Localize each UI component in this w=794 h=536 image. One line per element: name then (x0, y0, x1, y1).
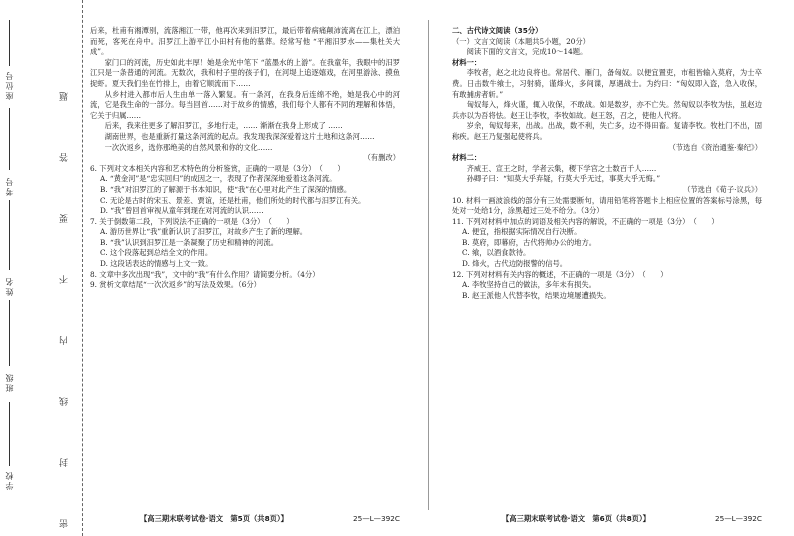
left-para-3: 从乡村进入都市后人生由单一落入繁复。有一条河，在我身后连绵不绝，她是我心中的河流，它是我生命的一部分。每当回首……对于故乡的情感，我们每个人都有不同的理解和体悟，它关于归属…… (90, 89, 400, 120)
material-1-para-1: 李牧者，赵之北边良将也。常居代、雁门，备匈奴。以便宜置吏，市租皆输入莫府，为士卒费。日击数牛飨士，习射骑，谨烽火，多间谍，厚遇战士。为约曰：“匈奴即入盗，急入收保，有敢捕虏者斩。” (452, 68, 762, 99)
seal-char: 不 (60, 223, 70, 284)
name-label: 姓名 (5, 276, 14, 296)
seal-char: 内 (60, 284, 70, 345)
material-2-title: 材料二： (452, 153, 482, 163)
q7-option-d: D. 这段话表达的情感与上文一致。 (100, 259, 213, 269)
exam-no-line (9, 108, 10, 170)
left-para-4: 后来，我来往更多了解汨罗江，多地行走，…… 渐渐在我身上形成了 …… (104, 121, 343, 131)
seat-no-line (9, 20, 10, 66)
material-1-para-2: 匈奴每入，烽火谨，辄入收保，不敢战。如是数岁，亦不亡失。然匈奴以李牧为怯，虽赵边兵亦以为吾将怯。赵王让李牧，李牧如故。赵王怒，召之，使他人代将。 (452, 100, 762, 120)
q11-option-a: A. 便宜，指根据实际情况自行决断。 (462, 227, 582, 237)
question-11: 11. 下列对材料中加点的词语及相关内容的解说，不正确的一项是（3分） （ ） (452, 216, 719, 226)
seal-char: 题 (60, 40, 70, 101)
seal-char: 密 (60, 467, 70, 528)
footer-left-title: 【高三期末联考试卷·语文 第5页（共8页）】 (140, 514, 288, 523)
footer-right-code: 25—L—392C (715, 514, 762, 523)
left-para-1: 后来，杜甫有湘潭别，流落湘江一带，他再次来到汨罗江，最后带着病痛颠沛流离在江上，漂泊而死，客死在舟中。汨罗江上游平江小田村有他的墓葬。经常写他 “平湘汨罗水——集杜关大成”。 (90, 26, 400, 57)
q7-option-b: B. “我”认识到汨罗江是一条凝聚了历史和精神的河流。 (100, 237, 278, 247)
material-1-title: 材料一： (452, 57, 482, 67)
material-2-para-1: 齐威王、宣王之时，学者云集，稷下学宫之士数百千人…… (466, 163, 657, 173)
question-6: 6. 下列对文本相关内容和艺术特色的分析鉴赏，正确的一项是（3分） （ ） (90, 163, 345, 173)
q7-option-a: A. 游历世界让“我”重新认识了汨罗江，对故乡产生了新的理解。 (100, 227, 308, 237)
seal-text (58, 40, 71, 528)
left-para-2: 家门口的河流，历史如此丰厚！她是余光中笔下 “蓝墨水的上游”。在我童年，我眼中的汨罗江只是一条普通的河流。无数次，我和村子里的孩子们，在河堤上追逐嬉戏，在河里游泳、摸鱼捉虾。夏天我们坐在竹排上，由着它顺流而下…… (90, 57, 400, 88)
q12-option-b: B. 赵王派他人代替李牧，结果边境屡遭损失。 (462, 290, 611, 300)
question-7: 7. 关于倒数第二段，下列说法不正确的一项是（3分） （ ） (90, 216, 294, 226)
question-9: 9. 赏析文章结尾“一次次返乡”的写法及效果。（6分） (90, 280, 261, 290)
seal-char: 封 (60, 406, 70, 467)
q6-option-d: D. “我”曾回首审视从童年到现在对河流的认识…… (100, 206, 264, 216)
school-line (9, 402, 10, 466)
q7-option-c: C. 这个段落起到总结全文的作用。 (100, 248, 213, 258)
name-line (9, 200, 10, 270)
left-para-5: 湖南世界，也是重新打量这条河流的起点。我发现我深深爱着这片土地和这条河…… (104, 131, 375, 141)
material-1-para-3: 岁余，匈奴每来，出战。出战，数不利，失亡多，边不得田畜。复请李牧。牧杜门不出，固称疾。赵王乃复强起使将兵。 (452, 121, 762, 141)
q6-option-a: A. “黄金河”是“忠实回归”的成因之一，表现了作者深深地爱着这条河流。 (100, 174, 337, 184)
left-para-6: 一次次返乡，选你那绝美的自然风景和你的文化…… (104, 142, 273, 152)
right-column (452, 26, 762, 301)
question-8: 8. 文章中多次出现“我”，文中的“我”有什么作用？请简要分析。（4分） (90, 269, 320, 279)
q6-option-c: C. 无论是古时的宋玉、景差、贾谊，还是杜甫，他们所处的时代都与汨罗江有关。 (100, 195, 366, 205)
class-line (9, 300, 10, 366)
seal-char: 答 (60, 101, 70, 162)
seal-char: 线 (60, 345, 70, 406)
q11-option-d: D. 烽火，古代边防报警的信号。 (462, 259, 568, 269)
material-2-para-2: 孙卿子曰：“知莫大乎弃疑，行莫大乎无过，事莫大乎无悔。” (466, 174, 661, 184)
left-column (90, 26, 400, 291)
q11-option-b: B. 莫府，即幕府，古代将帅办公的地方。 (462, 237, 597, 247)
left-source: （有删改） (363, 153, 400, 163)
material-2-source: （节选自《荀子·议兵》） (683, 184, 762, 194)
footer-left-code: 25—L—392C (353, 514, 400, 523)
school-label: 学校 (5, 470, 14, 490)
question-10: 10. 材料一画波浪线的部分有三处需要断句，请用铅笔将答题卡上相应位置的答案标号涂黑，每处对一处给1分，涂黑超过三处不给分。（3分） (452, 195, 762, 216)
class-label: 班级 (5, 372, 14, 392)
section-title: 二、古代诗文阅读（35分） (452, 26, 543, 35)
q6-option-b: B. “我”对汨罗江的了解源于书本知识，使“我”在心里对此产生了深深的情感。 (100, 184, 352, 194)
seat-no-label: 座位号 (5, 70, 14, 100)
binding-margin (0, 0, 83, 536)
subsection-title: （一）文言文阅读（本题共5小题，20分） (452, 36, 590, 46)
instruction: 阅读下面的文言文，完成10～14题。 (466, 47, 588, 57)
seal-char: 要 (60, 162, 70, 223)
material-1-source: （节选自《资治通鉴·秦纪》） (668, 142, 762, 152)
q12-option-a: A. 李牧坚持自己的做法，多年未有损失。 (462, 280, 596, 290)
question-12: 12. 下列对材料有关内容的概述，不正确的一项是（3分） （ ） (452, 269, 668, 279)
exam-no-label: 考号 (5, 176, 14, 196)
q11-option-c: C. 飨，以酒食款待。 (462, 248, 531, 258)
footer-right-title: 【高三期末联考试卷·语文 第6页（共8页）】 (502, 514, 650, 523)
column-divider (428, 20, 429, 510)
